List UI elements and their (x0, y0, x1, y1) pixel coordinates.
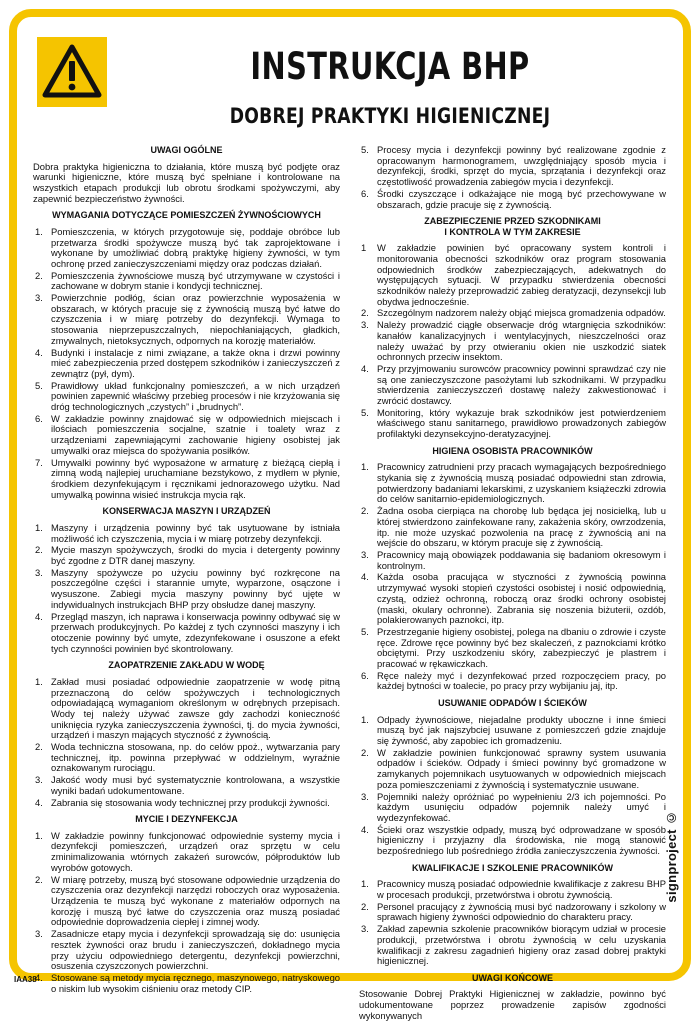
section-szkodniki (359, 216, 666, 440)
list-item: 1. Odpady żywnościowe, niejadalne produkty uboczne i inne śmieci muszą być jak najszybciej usuwane z pomieszczeń gdzie znajduje się żywność, aby zapobiec ich gromadzeniu. (361, 713, 666, 747)
list-item: 3. Pojemniki należy opróżniać po wypełnieniu 2/3 ich pojemności. Po każdym usunięciu odpadów pojemnik należy umyć i wydezynfekować. (361, 790, 666, 823)
warning-icon (37, 37, 107, 107)
section-heading: KWALIFIKACJE I SZKOLENIE PRACOWNIKÓW (412, 862, 613, 873)
list-item: 1. Pracownicy zatrudnieni przy pracach wymagających bezpośredniego stykania się z żywnością muszą posiadać odpowiedni stan zdrowia, potwierdzony badaniami lekarskimi, z uzyskaniem książeczki zdrowia do celów sanitarnio-epidemiologicznych. (361, 461, 666, 505)
sign-frame (9, 9, 691, 1021)
list-item: 3. Zakład zapewnia szkolenie pracowników biorącym udział w procesie produkcji, przetwórstwa i obrotu żywnością w celu uzyskania kwalifikacji z zakresu zagadnień higieny oraz zasad dobrej praktyki higienicznej. (361, 923, 666, 967)
section-zaopatrzenie (33, 660, 340, 808)
list-item: 1. W zakładzie powinny funkcjonować odpowiednie systemy mycia i dezynfekcji pomieszczeń, urządzeń oraz sprzętu w celu zminimalizowania wtórnych zakażeń surowców, półproduktów lub wyrobów gotowych. (35, 829, 340, 873)
list-item: 4. Ścieki oraz wszystkie odpady, muszą być odprowadzane w sposób higieniczny i przyjazny dla środowiska, nie mogą stanowić bezpośredniego lub pośredniego źródła zanieczyszczenia żywności. (361, 823, 666, 857)
section-uwagi-ogolne (33, 145, 340, 204)
numbered-list (33, 227, 340, 501)
product-code: IAA38 (14, 975, 37, 984)
section-odpady (359, 698, 666, 857)
numbered-list (359, 462, 666, 692)
section-text: Stosowanie Dobrej Praktyki Higienicznej w zakładzie, powinno być udokumentowane poprzez prowadzenie zapisów zgodności wykonywanych (359, 988, 666, 1021)
list-item: 5. Monitoring, który wykazuje brak szkodników jest potwierdzeniem właściwego stanu sanitarnego, prawidłowo prowadzonych zabiegów profilaktyki dezynsekcyjno-deratyzacyjnej. (361, 406, 666, 440)
page-subtitle: DOBREJ PRAKTYKI HIGIENICZNEJ (229, 104, 551, 128)
numbered-list (359, 879, 666, 967)
list-item: 4. Przy przyjmowaniu surowców pracownicy powinni sprawdzać czy nie są one zanieczyszczone pasożytami lub szkodnikami. W przypadku stwierdzenia zanieczyszczeń dostawę należy zakwestionować i zwrócić dostawcy. (361, 362, 666, 407)
list-item: 2. Woda techniczna stosowana, np. do celów ppoż., wytwarzania pary technicznej, itp. powinna przepływać w oddzielnym, wyraźnie oznakowanym rurociągu. (35, 741, 340, 774)
list-item: 2. Personel pracujący z żywnością musi być nadzorowany i szkolony w sprawach higieny żywności odpowiednio do charakteru pracy. (361, 900, 666, 923)
page-title: INSTRUKCJA BHP (250, 45, 530, 88)
section-heading: ZAOPATRZENIE ZAKŁADU W WODĘ (108, 660, 265, 671)
section-heading: UWAGI KOŃCOWE (472, 972, 553, 983)
numbered-list (359, 145, 666, 210)
section-text: Dobra praktyka higieniczna to działania, które muszą być podjęte oraz warunki higieniczne, które muszą być spełniane i kontrolowane na wszystkich etapach produkcji lub obrotu środkami spożywczymi, aby zapewnić bezpieczeństwo żywności. (33, 160, 340, 204)
list-item: 5. Prawidłowy układ funkcjonalny pomieszczeń, a w nich urządzeń powinien zapewnić właściwy przebieg procesów i nie krzyżowania się dróg technologicznych „czystych” i „brudnych”. (35, 379, 340, 413)
list-item: 4. Zabrania się stosowania wody technicznej przy produkcji żywności. (35, 796, 330, 808)
section-heading: WYMAGANIA DOTYCZĄCE POMIESZCZEŃ ŻYWNOŚCIOWYCH (52, 210, 321, 221)
section-kwalifikacje (359, 863, 666, 967)
section-higiena (359, 446, 666, 692)
list-item: 6. Środki czyszczące i odkażające nie mogą być przechowywane w obszarach, gdzie pracuje się z żywnością. (361, 187, 666, 210)
list-item: 4. Budynki i instalacje z nimi związane, a także okna i drzwi powinny mieć zabezpieczenia przed dostępem szkodników i zanieczyszczeń z zewnątrz (pył, dym). (35, 346, 340, 379)
list-item: 5. Procesy mycia i dezynfekcji powinny być realizowane zgodnie z opracowanym harmonogramem, uwzględniający sposób mycia i dezynfekcji, środki, sprzęt do mycia, sprzątania i dezynfekcji oraz częstotliwość prowadzenia zabiegów mycia i dezynfekcji. (361, 144, 666, 188)
list-item: 4. Przegląd maszyn, ich naprawa i konserwacja powinny odbywać się w przerwach produkcyjnych. Po każdej z tych czynności maszyny i ich otoczenie powinny być umyte, zdezynfekowane i osuszone a efekt tych czynności powinien być skontrolowany. (35, 610, 340, 654)
numbered-list (359, 243, 666, 440)
list-item: 3. Pracownicy mają obowiązek poddawania się badaniom okresowym i kontrolnym. (361, 549, 666, 571)
list-item: 2. W zakładzie powinien funkcjonować sprawny system usuwania odpadów i ścieków. Odpady i śmieci powinny być gromadzone w zamykanych pojemnikach usytuowanych w odpowiednich miejscach poza pomieszczeniami z żywnością i systematycznie usuwane. (361, 746, 666, 790)
list-item: 1. Pracownicy muszą posiadać odpowiednie kwalifikacje z zakresu BHP w procesach produkcji, przetwórstwa i obrotu żywnością. (361, 878, 666, 900)
list-item: 3. Maszyny spożywcze po użyciu powinny być rozkręcone na poszczególne części i starannie umyte, wyparzone, osączone i wysuszone. Zabiegi mycia maszyny powinny być ujęte w indywidualnych instrukcjach BHP przy obsłudze danej maszyny. (35, 566, 340, 610)
list-item: 4. Stosowane są metody mycia ręcznego, maszynowego, natryskowego o niskim lub wysokim ciśnieniu oraz metody CIP. (35, 971, 340, 994)
numbered-list (33, 831, 340, 995)
list-item: 1. Maszyny i urządzenia powinny być tak usytuowane by istniała możliwość ich czyszczenia, mycia i w miarę potrzeby dezynfekcji. (35, 521, 340, 544)
list-item: 1 W zakładzie powinien być opracowany system kontroli i monitorowania obecności szkodników oraz program stosowania odpowiednich środków zabezpieczających, adekwatnych do występujących sytuacji. W przypadku stwierdzenia obecności szkodników należy przeprowadzić zabieg deratyzacji, dezynsekcji lub obydwa jednocześnie. (361, 242, 666, 307)
list-item: 3. Zasadnicze etapy mycia i dezynfekcji sprowadzają się do: usunięcia resztek żywności oraz brudu i zanieczyszczeń, dokładnego mycia przy użyciu odpowiedniego detergentu, dezynfekcji powierzchni, osuszenia czyszczonych powierzchni. (35, 928, 340, 972)
right-column (359, 139, 666, 1021)
list-item: 5. Przestrzeganie higieny osobistej, polega na dbaniu o zdrowie i czyste ręce. Zdrowe ręce powinny być bez skaleczeń, z paznokciami krótko obciętymi. Przy uszkodzeniu skóry, zabezpieczyć je plastrem i pracować w rękawiczkach. (361, 625, 666, 670)
list-item: 1. Pomieszczenia, w których przygotowuje się, poddaje obróbce lub przetwarza środki spożywcze muszą być tak zaprojektowane i wykonane by umożliwiać dobrą praktykę higieny żywności, w tym ochronę przed zanieczyszczeniami między oraz podczas działań. (35, 225, 340, 269)
section-pomieszczenia (33, 210, 340, 500)
section-konserwacja (33, 506, 340, 654)
list-item: 3. Należy prowadzić ciągłe obserwacje dróg wtargnięcia szkodników: kanałów kanalizacyjnych i wentylacyjnych, nieszczelności oraz należy uważać by przy otwieraniu okien nie uszkodzić siatek ochronnych przeciw insektom. (361, 319, 666, 363)
left-column (33, 139, 340, 994)
list-item: 4. Każda osoba pracująca w styczności z żywnością powinna utrzymywać wysoki stopień czystości osobistej i nosić odpowiednią, czystą, odzież ochronną, roboczą oraz środki ochrony osobistej (maski, okulary ochronne). Zabrania się noszenia biżuterii, ozdób, polakierowanych paznokci, itp. (361, 571, 666, 626)
brand-logo-text: signproject © (664, 810, 679, 903)
section-mycie (33, 814, 340, 994)
section-uwagi-koncowe (359, 973, 666, 1022)
list-item: 2. Szczególnym nadzorem należy objąć miejsca gromadzenia odpadów. (361, 307, 666, 319)
section-heading: MYCIE I DEZYNFEKCJA (135, 814, 238, 825)
section-heading: UWAGI OGÓLNE (150, 145, 223, 155)
section-heading: USUWANIE ODPADÓW I ŚCIEKÓW (438, 698, 587, 709)
list-item: 6. Ręce należy myć i dezynfekować przed rozpoczęciem pracy, po każdej bytności w toalecie, po pracy przy wybijaniu jaj, itp. (361, 669, 666, 692)
numbered-list (359, 715, 666, 857)
list-item: 6. W zakładzie powinny znajdować się w odpowiednich miejscach i ilościach pomieszczenia socjalne, szatnie i toalety wraz z urządzeniami zapewniającymi zachowanie higieny osobistej jak umywalki oraz miejsca do spożywania posiłków. (35, 412, 340, 456)
content-columns (33, 139, 667, 1021)
list-item: 2. Żadna osoba cierpiąca na chorobę lub będąca jej nosicielką, lub u której stwierdzono zainfekowane rany, zakażenia skóry, owrzodzenia, itp. nie może uzyskać pozwolenia na pracę z żywnością ani na wejście do obszaru, w którym pracuje się z żywnością. (361, 505, 666, 549)
numbered-list (33, 677, 340, 808)
list-item: 3. Powierzchnie podłóg, ścian oraz powierzchnie wyposażenia w obszarach, w których pracuje się z żywnością muszą być łatwe do czyszczenia i w miarę potrzeby do dezynfekcji. Wymaga to stosowania nieprzepuszczalnych, niepochłaniających, gładkich, zmywalnych, nietoksycznych, odpornych na korozję materiałów. (35, 292, 340, 346)
list-item: 1. Zakład musi posiadać odpowiednie zaopatrzenie w wodę pitną przeznaczoną do celów spożywczych i technologicznych odpowiadającą wymaganiom określonym w odrębnych przepisach. Wody tej należy używać zawsze gdy zachodzi konieczność uniknięcia ryzyka zanieczyszczenia żywności, tj. do mycia żywności, urządzeń i maszyn mających styczność z żywnością. (35, 675, 340, 741)
list-item: 3. Jakość wody musi być systematycznie kontrolowana, a wszystkie wyniki badań udokumentowane. (35, 774, 340, 796)
list-item: 2. Pomieszczenia żywnościowe muszą być utrzymywane w czystości i zachowane w dobrym stanie i kondycji technicznej. (35, 269, 340, 292)
list-item: 7. Umywalki powinny być wyposażone w armaturę z bieżącą ciepłą i zimną wodą najlepiej uruchamiane bezstykowo, z mydłem w płynie, środkiem dezynfekującym i ręcznikami jednorazowego użytku. Nad umywalką powinna wisieć instrukcja mycia rąk. (35, 456, 340, 500)
list-item: 2. W miarę potrzeby, muszą być stosowane odpowiednie urządzenia do czyszczenia oraz dezynfekcji narzędzi roboczych oraz wyposażenia. Urządzenia te muszą być wykonane z materiałów odpornych na korozję i muszą być łatwe do czyszczenia oraz muszą posiadać odpowiednie doprowadzenia ciepłej i zimnej wody. (35, 873, 340, 928)
section-heading: KONSERWACJA MASZYN I URZĄDZEŃ (102, 506, 271, 517)
numbered-list (33, 523, 340, 654)
section-heading: ZABEZPIECZENIE PRZED SZKODNIKAMI I KONTROLA W TYM ZAKRESIE (424, 216, 601, 237)
section-heading: HIGIENA OSOBISTA PRACOWNIKÓW (432, 445, 593, 456)
list-item: 2. Mycie maszyn spożywczych, środki do mycia i detergenty powinny być zgodne z DTR danej maszyny. (35, 544, 340, 566)
